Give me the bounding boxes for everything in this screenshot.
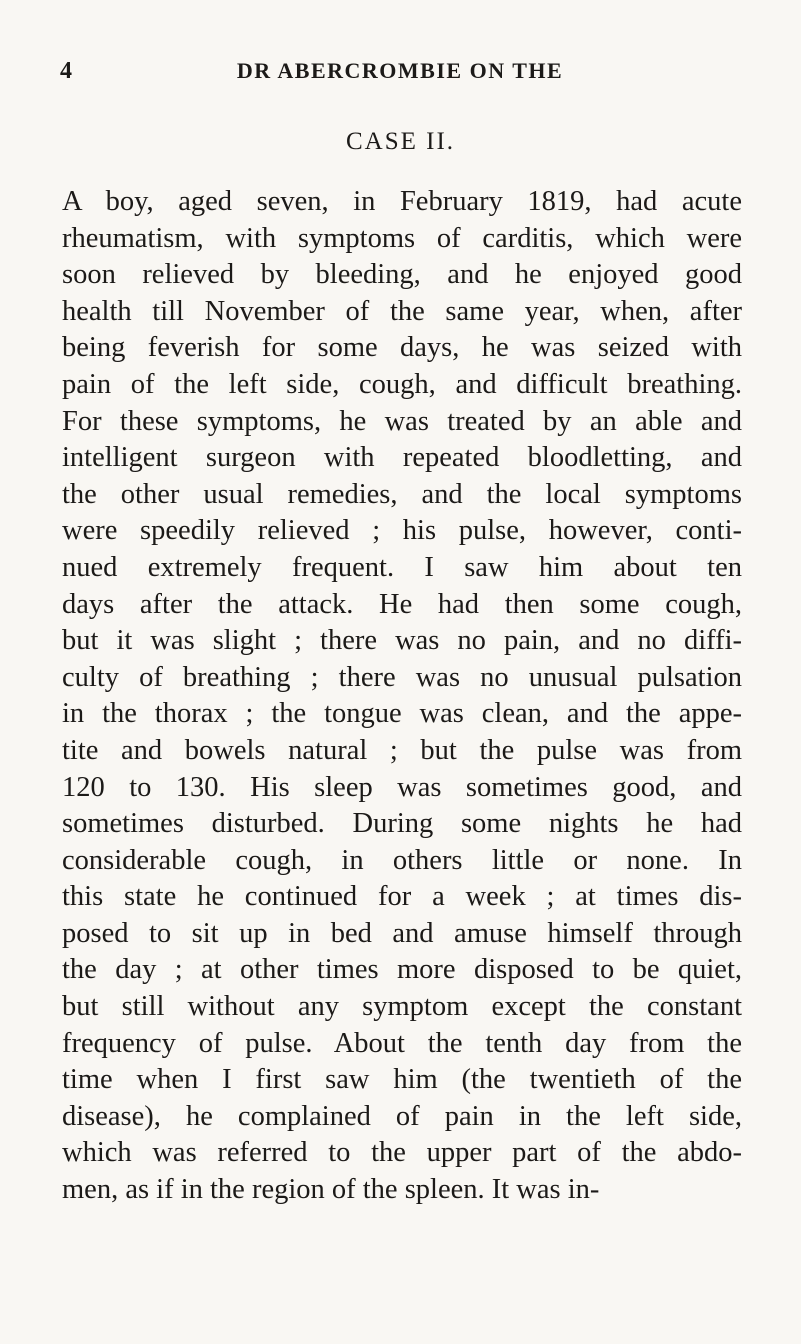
text-line: posed to sit up in bed and amuse himself through [62,917,742,949]
text-line: time when I first saw him (the twentieth of the [62,1064,742,1096]
text-line: nued extremely frequent. I saw him about ten [62,551,742,583]
case-heading: CASE II. [345,128,456,155]
text-line: health till November of the same year, when, after [62,295,742,327]
text-line: considerable cough, in others little or none. In [62,844,742,876]
text-line: sometimes disturbed. During some nights he had [62,808,742,840]
text-line: frequency of pulse. About the tenth day from the [62,1027,742,1059]
text-line: pain of the left side, cough, and difficult breathing. [62,368,742,400]
text-line: A boy, aged seven, in February 1819, had acute [62,186,742,217]
text-line: days after the attack. He had then some cough, [62,588,742,620]
text-line: tite and bowels natural ; but the pulse was from [62,734,742,766]
text-line: but it was slight ; there was no pain, and no diffi- [62,625,742,657]
text-line: rheumatism, with symptoms of carditis, which were [62,222,742,254]
text-line: the day ; at other times more disposed to be quiet, [62,954,742,986]
text-line: were speedily relieved ; his pulse, however, conti- [62,515,742,547]
text-line: but still without any symptom except the constant [62,991,742,1023]
text-line: intelligent surgeon with repeated bloodletting, and [62,442,742,474]
text-line: soon relieved by bleeding, and he enjoyed good [62,259,742,291]
running-head [60,58,740,88]
text-line: 120 to 130. His sleep was sometimes good, and [62,771,742,803]
text-line: the other usual remedies, and the local symptoms [62,478,742,510]
text-line: which was referred to the upper part of the abdo- [62,1137,742,1169]
page-number: 4 [60,58,72,84]
text-line: men, as if in the region of the spleen. It was in- [62,1174,600,1206]
text-line: being feverish for some days, he was seized with [62,332,742,364]
text-line: disease), he complained of pain in the left side, [62,1100,742,1132]
body-text [62,184,742,1209]
text-line: For these symptoms, he was treated by an able and [62,405,742,437]
text-line: in the thorax ; the tongue was clean, and the appe- [62,698,742,730]
running-title: DR ABERCROMBIE ON THE [236,58,564,83]
text-line: culty of breathing ; there was no unusual pulsation [62,661,742,693]
text-line: this state he continued for a week ; at times dis- [62,881,742,913]
